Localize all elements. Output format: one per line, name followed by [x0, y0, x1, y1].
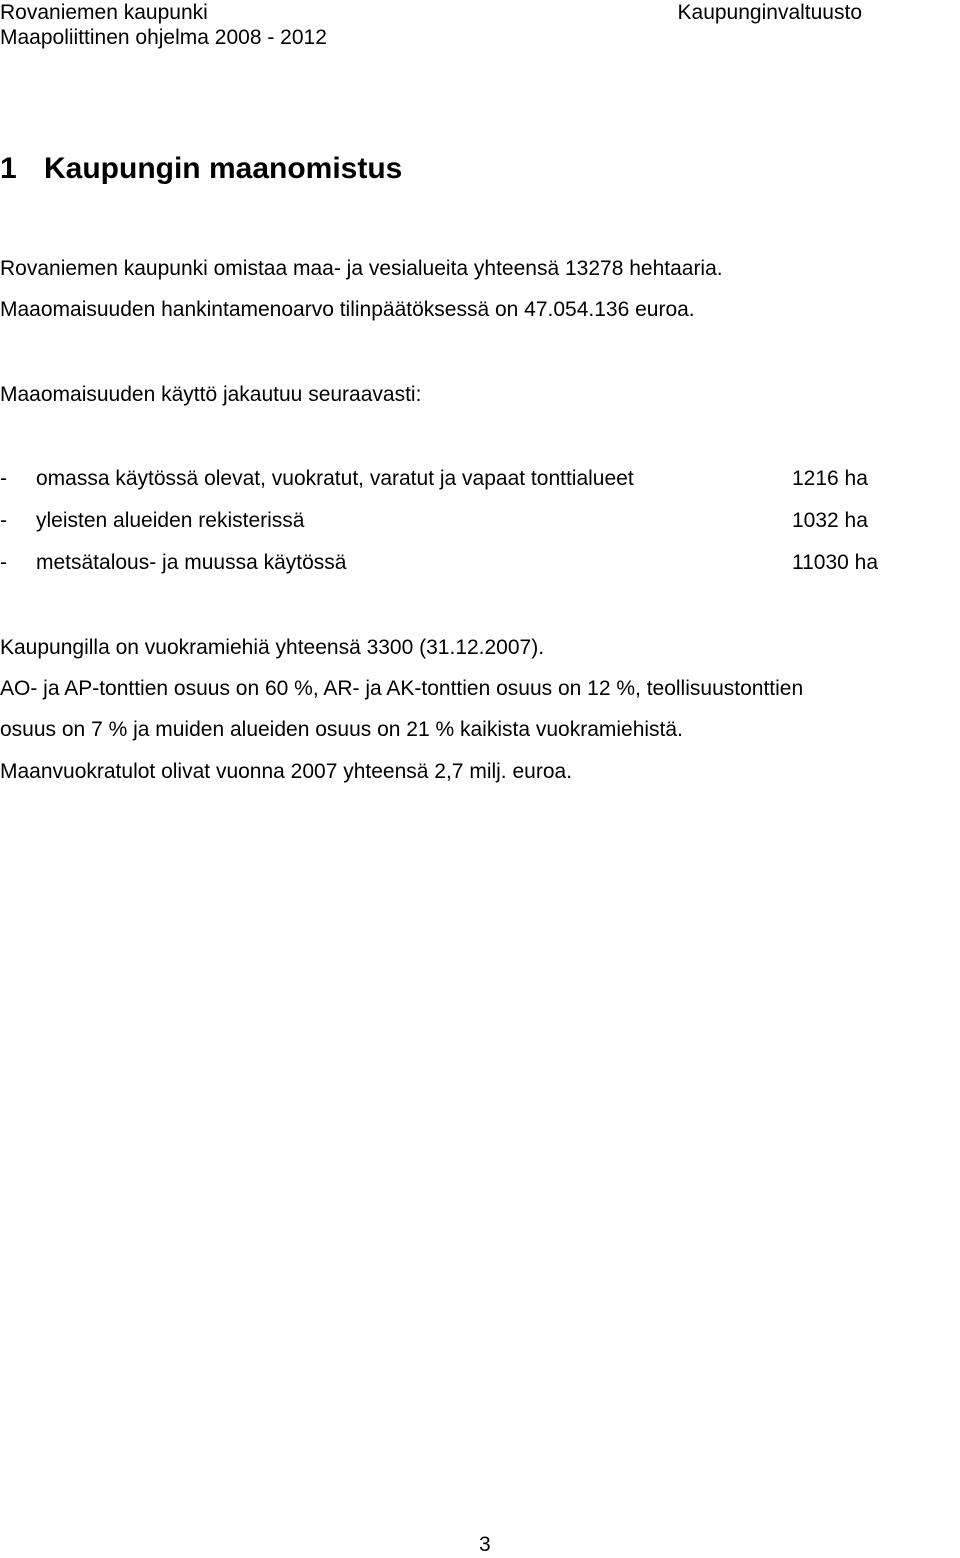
list-item — [0, 508, 960, 534]
list-item-label: omassa käytössä olevat, vuokratut, varatut ja vapaat tonttialueet — [36, 467, 634, 490]
header-organization: Rovaniemen kaupunki — [0, 1, 208, 24]
intro-line-2: Maaomaisuuden hankintamenoarvo tilinpäätöksessä on 47.054.136 euroa. — [0, 298, 695, 321]
header-council: Kaupunginvaltuusto — [677, 1, 862, 24]
list-bullet: - — [0, 551, 7, 574]
section-heading — [0, 150, 402, 188]
intro-line-1: Rovaniemen kaupunki omistaa maa- ja vesialueita yhteensä 13278 hehtaaria. — [0, 257, 723, 280]
list-item-value: 1216 ha — [792, 467, 868, 490]
list-item — [0, 550, 960, 576]
header-program: Maapoliittinen ohjelma 2008 - 2012 — [0, 26, 327, 49]
section-number: 1 — [0, 152, 17, 185]
leases-line-3: osuus on 7 % ja muiden alueiden osuus on 21 % kaikista vuokramiehistä. — [0, 718, 683, 741]
usage-intro: Maaomaisuuden käyttö jakautuu seuraavasti: — [0, 383, 422, 406]
list-item — [0, 466, 960, 492]
section-title: Kaupungin maanomistus — [44, 152, 403, 185]
list-item-value: 11030 ha — [792, 551, 879, 574]
list-bullet: - — [0, 509, 7, 532]
list-bullet: - — [0, 467, 7, 490]
leases-line-1: Kaupungilla on vuokramiehiä yhteensä 3300 (31.12.2007). — [0, 636, 545, 659]
list-item-label: metsätalous- ja muussa käytössä — [36, 551, 347, 574]
leases-line-2: AO- ja AP-tonttien osuus on 60 %, AR- ja AK-tonttien osuus on 12 %, teollisuustonttien — [0, 677, 804, 700]
page-number: 3 — [479, 1533, 491, 1556]
list-item-label: yleisten alueiden rekisterissä — [36, 509, 305, 532]
leases-line-4: Maanvuokratulot olivat vuonna 2007 yhteensä 2,7 milj. euroa. — [0, 760, 573, 783]
list-item-value: 1032 ha — [792, 509, 868, 532]
